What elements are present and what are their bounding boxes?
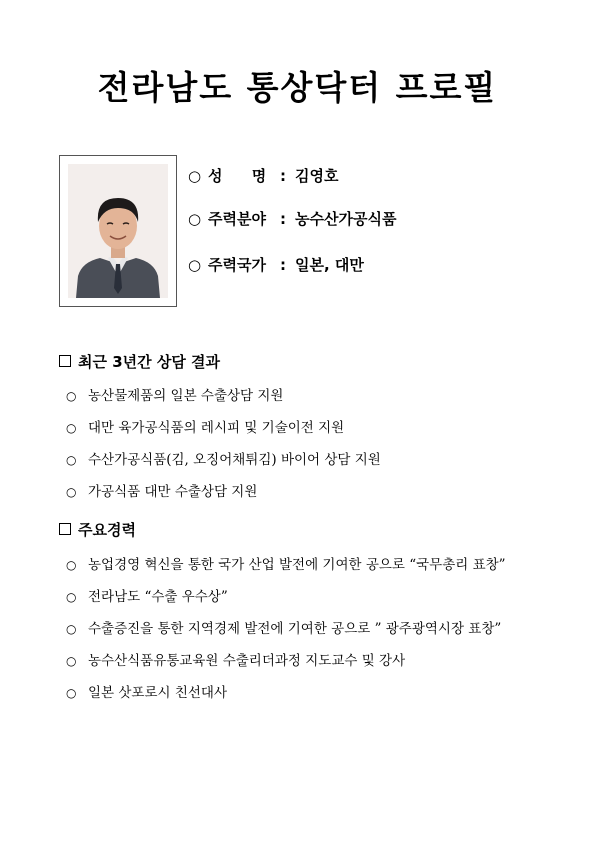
circle-bullet-icon: ○	[66, 654, 77, 668]
circle-bullet-icon: ○	[66, 590, 77, 604]
list-item	[66, 681, 227, 701]
colon: :	[280, 167, 286, 185]
list-item	[66, 585, 228, 605]
list-item	[66, 384, 283, 404]
profile-country-row	[188, 254, 364, 275]
profile-field-row	[188, 208, 396, 229]
list-item-text: 농산물제품의 일본 수출상담 지원	[88, 388, 284, 404]
profile-field-value: 농수산가공식품	[295, 210, 397, 228]
profile-photo	[59, 155, 177, 307]
page-title: 전라남도 통상닥터 프로필	[97, 68, 498, 107]
circle-bullet-icon: ○	[66, 485, 77, 499]
list-item	[66, 617, 501, 637]
circle-bullet-icon: ○	[66, 421, 77, 435]
circle-bullet-icon: ○	[66, 453, 77, 467]
list-item	[66, 480, 257, 500]
person-portrait-icon	[68, 164, 168, 298]
colon: :	[280, 210, 286, 228]
colon: :	[280, 256, 286, 274]
list-item	[66, 553, 506, 573]
circle-bullet-icon: ○	[188, 210, 202, 228]
profile-country-value: 일본, 대만	[295, 256, 364, 274]
list-item	[66, 416, 344, 436]
list-item	[66, 448, 381, 468]
list-item-text: 일본 삿포로시 친선대사	[88, 685, 227, 701]
square-bullet-icon	[59, 355, 71, 367]
list-item-text: 농업경영 혁신을 통한 국가 산업 발전에 기여한 공으로 “국무총리 표창”	[88, 557, 506, 573]
list-item-text: 수출증진을 통한 지역경제 발전에 기여한 공으로 ” 광주광역시장 표창”	[88, 621, 502, 637]
circle-bullet-icon: ○	[66, 686, 77, 700]
circle-bullet-icon: ○	[66, 389, 77, 403]
section-heading-text: 주요경력	[78, 521, 136, 539]
circle-bullet-icon: ○	[66, 622, 77, 636]
profile-name-label: 성 명	[208, 167, 267, 185]
circle-bullet-icon: ○	[66, 558, 77, 572]
circle-bullet-icon: ○	[188, 167, 202, 185]
list-item-text: 농수산식품유통교육원 수출리더과정 지도교수 및 강사	[88, 653, 406, 669]
list-item	[66, 649, 405, 669]
profile-field-label: 주력분야	[208, 210, 266, 228]
profile-name-row	[188, 165, 338, 186]
profile-country-label: 주력국가	[208, 256, 266, 274]
list-item-text: 대만 육가공식품의 레시피 및 기술이전 지원	[88, 420, 345, 436]
square-bullet-icon	[59, 523, 71, 535]
list-item-text: 수산가공식품(김, 오징어채튀김) 바이어 상담 지원	[88, 452, 381, 468]
section-heading-consultation	[59, 351, 220, 372]
section-heading-text: 최근 3년간 상담 결과	[78, 353, 221, 371]
circle-bullet-icon: ○	[188, 256, 202, 274]
profile-name-value: 김영호	[295, 167, 339, 185]
list-item-text: 전라남도 “수출 우수상”	[88, 589, 228, 605]
list-item-text: 가공식품 대만 수출상담 지원	[88, 484, 258, 500]
section-heading-career	[59, 519, 136, 540]
